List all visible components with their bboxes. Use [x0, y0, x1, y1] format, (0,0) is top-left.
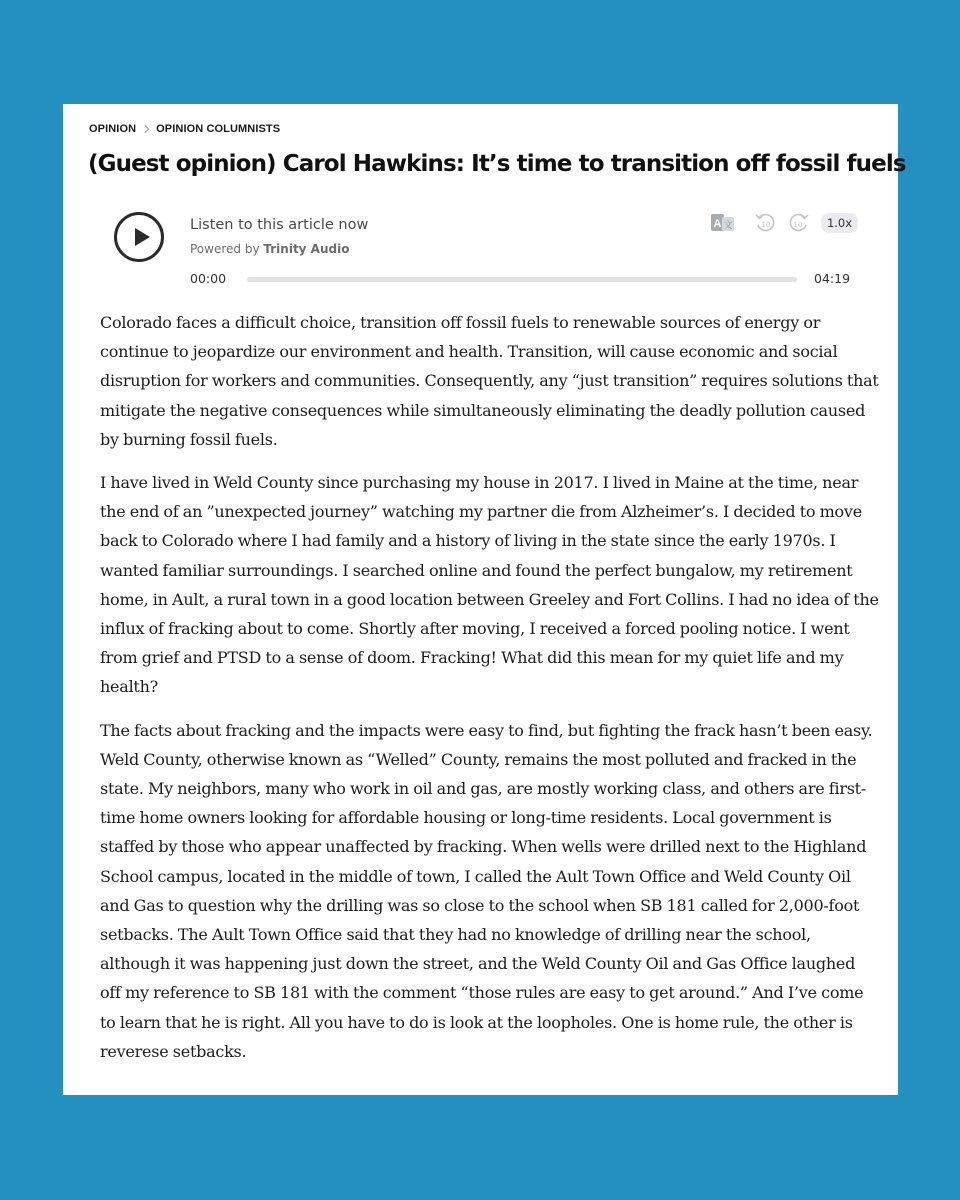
rewind-seconds: 10: [761, 221, 771, 229]
play-button[interactable]: [114, 212, 164, 262]
svg-text:文: 文: [723, 221, 733, 231]
breadcrumb-opinion-columnists-link[interactable]: OPINION COLUMNISTS: [156, 123, 281, 135]
breadcrumb-opinion-link[interactable]: OPINION: [89, 123, 137, 135]
forward-10-icon: [788, 212, 810, 234]
forward-seconds: 10: [793, 221, 803, 229]
translate-icon: [710, 213, 736, 233]
translate-button[interactable]: [710, 212, 736, 234]
duration: 04:19: [814, 271, 851, 286]
trinity-audio-link[interactable]: Trinity Audio: [263, 242, 350, 256]
progress-bar[interactable]: [247, 277, 797, 282]
player-title: Listen to this article now: [190, 217, 369, 233]
article-headline: (Guest opinion) Carol Hawkins: It’s time to transition off fossil fuels: [88, 151, 906, 177]
article-body: [100, 308, 880, 1080]
rewind-button[interactable]: [754, 212, 776, 234]
play-icon: [135, 228, 150, 246]
rewind-10-icon: [754, 212, 776, 234]
powered-by: [190, 242, 349, 256]
audio-player: [112, 208, 862, 288]
current-time: 00:00: [190, 271, 227, 286]
chevron-right-icon: [141, 125, 149, 133]
article-card: [63, 104, 906, 1095]
breadcrumb: [89, 123, 280, 135]
forward-button[interactable]: [788, 212, 810, 234]
playback-speed-button[interactable]: 1.0x: [821, 213, 858, 233]
svg-text:A: A: [713, 218, 722, 230]
article-paragraph: Colorado faces a difficult choice, transition off fossil fuels to renewable sources of energy or continue to jeopardize our environment and health. Transition, will cause economic and social disruption for workers and communities. Consequently, any “just transition” requires solutions that mitigate the negative consequences while simultaneously eliminating the deadly pollution caused by burning fossil fuels.: [100, 313, 879, 449]
article-paragraph: I have lived in Weld County since purchasing my house in 2017. I lived in Maine at the time, near the end of an ”unexpected journey” watching my partner die from Alzheimer’s. I decided to move back to Colorado where I had family and a history of living in the state since the early 1970s. I wanted familiar surroundings. I searched online and found the perfect bungalow, my retirement home, in Ault, a rural town in a good location between Greeley and Fort Collins. I had no idea of the influx of fracking about to come. Shortly after moving, I received a forced pooling notice. I went from grief and PTSD to a sense of doom. Fracking! What did this mean for my quiet life and my health?: [100, 473, 879, 697]
powered-by-label: Powered by: [190, 242, 260, 256]
article-paragraph: The facts about fracking and the impacts were easy to find, but fighting the frack hasn’t been easy. Weld County, otherwise known as “Welled” County, remains the most polluted and fracked in the state. My neighbors, many who work in oil and gas, are mostly working class, and others are first-time home owners looking for affordable housing or long-time residents. Local government is staffed by those who appear unaffected by fracking. When wells were drilled next to the Highland School campus, located in the middle of town, I called the Ault Town Office and Weld County Oil and Gas to question why the drilling was so close to the school when SB 181 called for 2,000-foot setbacks. The Ault Town Office said that they had no knowledge of drilling near the school, although it was happening just down the street, and the Weld County Oil and Gas Office laughed off my reference to SB 181 with the comment “those rules are easy to get around.” And I’ve come to learn that he is right. All you have to do is look at the loopholes. One is home rule, the other is reverese setbacks.: [100, 720, 873, 1061]
